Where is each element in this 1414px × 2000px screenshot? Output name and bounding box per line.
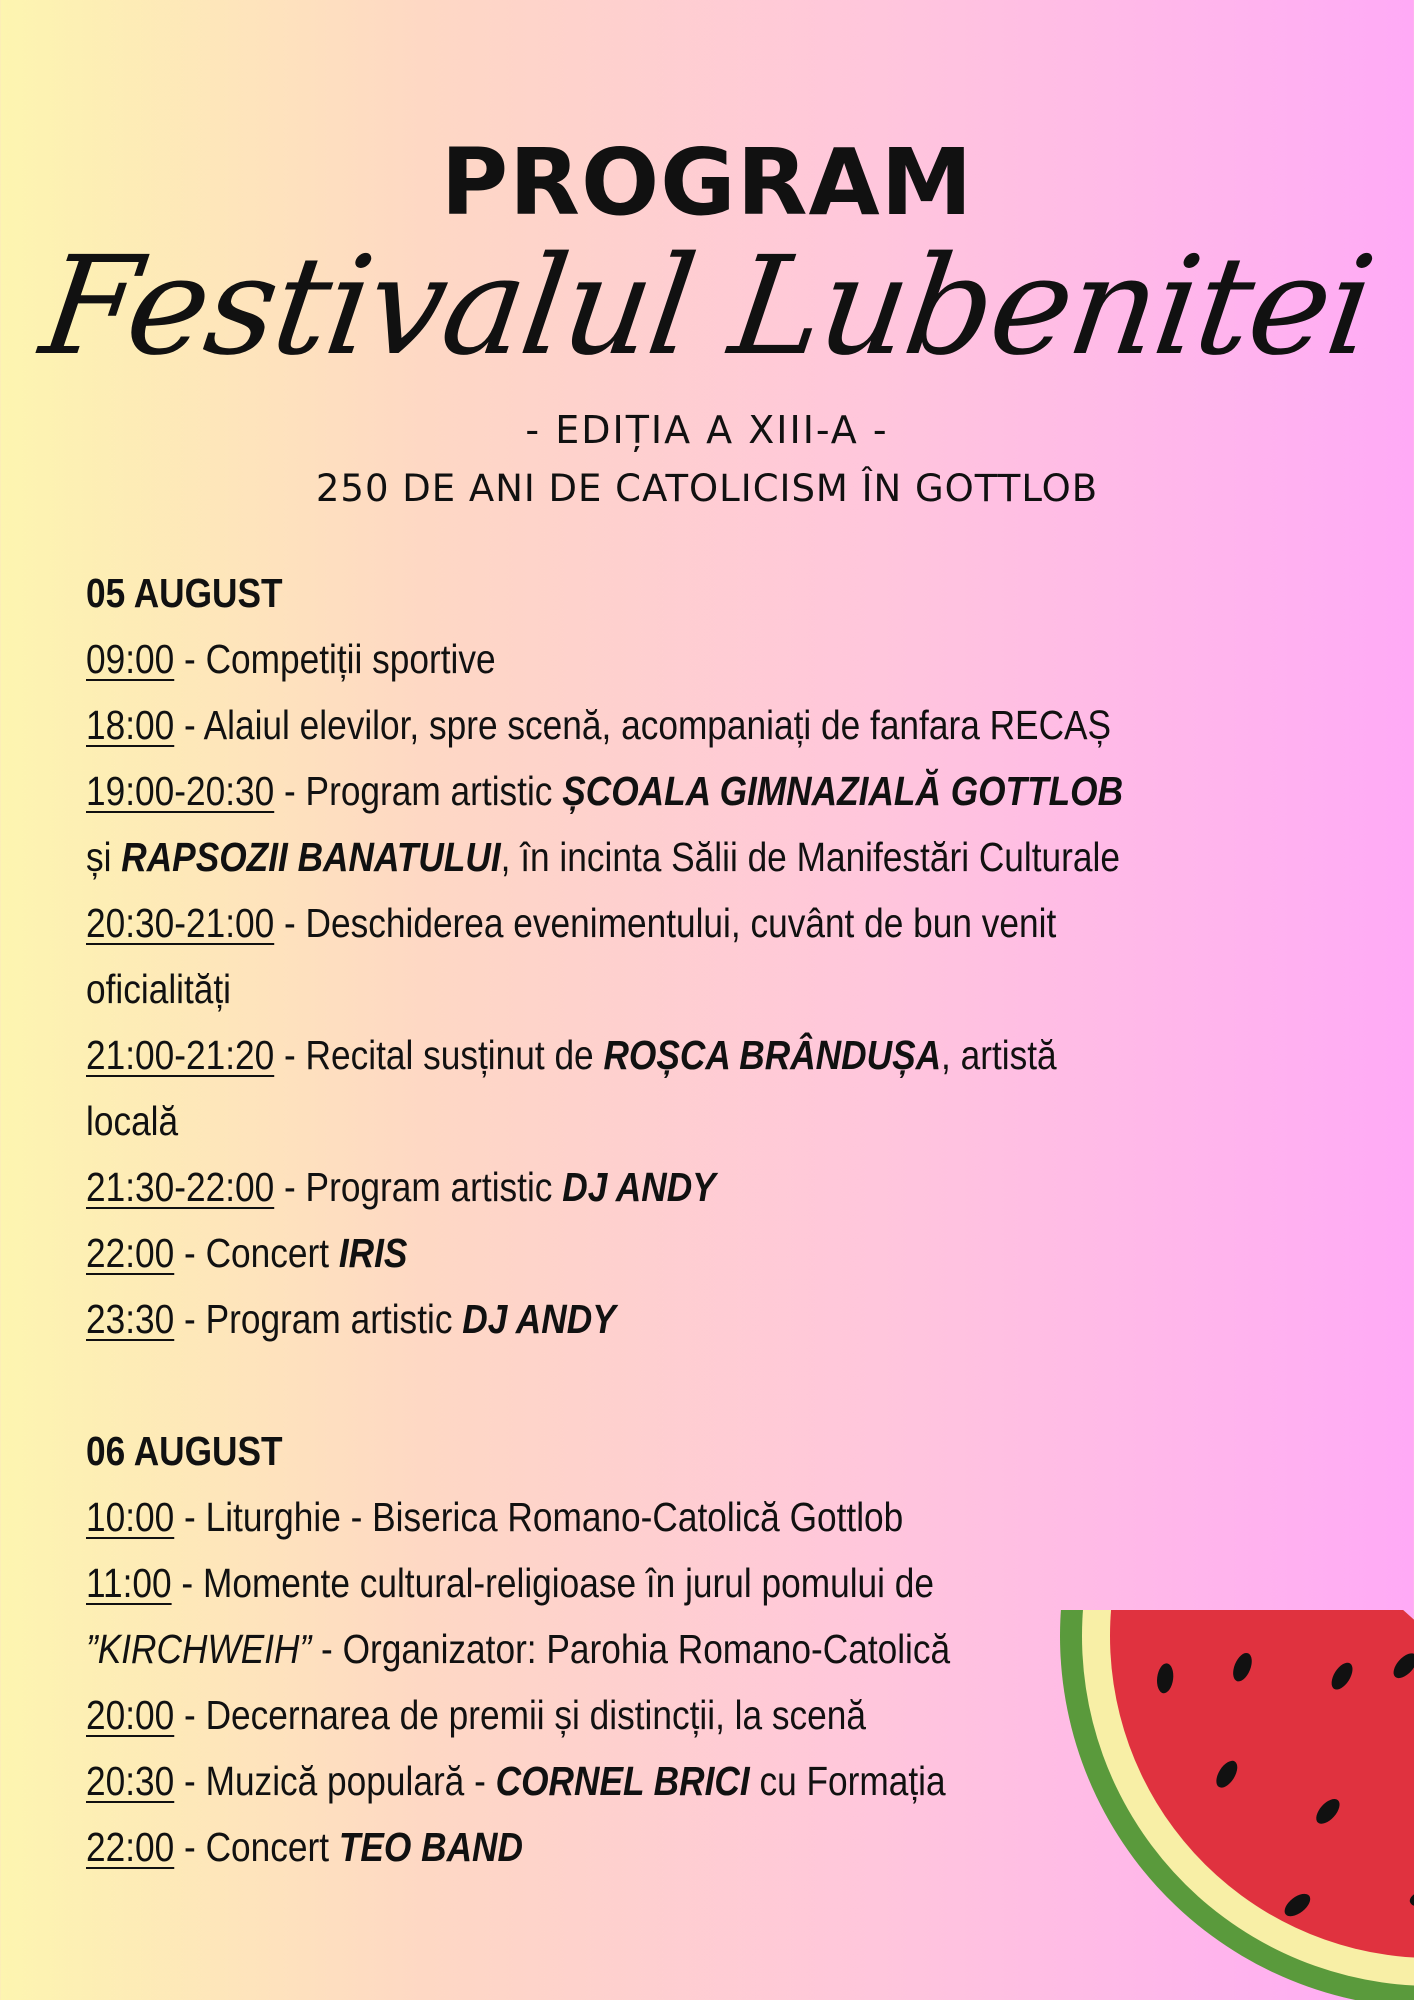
section-gap (86, 1352, 1170, 1418)
entry-time: 23:30 (86, 1296, 175, 1342)
entry-text: - Deschiderea evenimentului, cuvânt de bun venit (274, 900, 1057, 946)
day-title: 05 AUGUST (86, 570, 283, 616)
schedule-entry (86, 890, 1170, 956)
schedule-entry (86, 692, 1170, 758)
entry-text: - Recital susținut de (274, 1032, 604, 1078)
edition-label: - EDIȚIA A XIII-A - (525, 408, 889, 452)
entry-text: cu Formația (749, 1758, 946, 1804)
schedule-entry (86, 1550, 1170, 1616)
entry-time: 18:00 (86, 702, 175, 748)
entry-time: 20:30-21:00 (86, 900, 275, 946)
watermelon-slice-icon (950, 1610, 1414, 2000)
entry-text: - Program artistic (274, 768, 563, 814)
performer-name: ȘCOALA GIMNAZIALĂ GOTTLOB (562, 768, 1124, 814)
entry-text: , artistă (941, 1032, 1057, 1078)
schedule-entry (86, 1154, 1170, 1220)
entry-time: 22:00 (86, 1824, 175, 1870)
performer-name: DJ ANDY (562, 1164, 716, 1210)
entry-time: 19:00-20:30 (86, 768, 275, 814)
entry-text: - Alaiul elevilor, spre scenă, acompaniați de fanfara RECAȘ (174, 702, 1112, 748)
entry-text: - Decernarea de premii și distincții, la scenă (174, 1692, 867, 1738)
entry-text: , în incinta Sălii de Manifestări Culturale (500, 834, 1120, 880)
performer-name: IRIS (338, 1230, 408, 1276)
performer-name: RAPSOZII BANATULUI (121, 834, 501, 880)
performer-name: DJ ANDY (462, 1296, 616, 1342)
schedule-entry (86, 758, 1170, 824)
schedule-entry (86, 1286, 1170, 1352)
entry-text: - Program artistic (174, 1296, 463, 1342)
schedule-entry (86, 1484, 1170, 1550)
entry-time: 20:00 (86, 1692, 175, 1738)
entry-time: 22:00 (86, 1230, 175, 1276)
schedule-entry (86, 626, 1170, 692)
entry-time: 09:00 (86, 636, 175, 682)
entry-text: - Program artistic (274, 1164, 563, 1210)
entry-text: - Concert (174, 1230, 339, 1276)
event-name: ”KIRCHWEIH” (86, 1626, 312, 1672)
entry-time: 11:00 (86, 1560, 172, 1606)
entry-text: - Momente cultural-religioase în jurul pomului de (171, 1560, 934, 1606)
entry-text: - Organizator: Parohia Romano-Catolică (311, 1626, 951, 1672)
schedule-entry-continuation (86, 824, 1170, 890)
entry-text: - Muzică populară - (174, 1758, 496, 1804)
day-title: 06 AUGUST (86, 1428, 283, 1474)
entry-text: și (86, 834, 122, 880)
entry-time: 20:30 (86, 1758, 175, 1804)
performer-name: TEO BAND (338, 1824, 523, 1870)
schedule-entry-continuation: locală (86, 1098, 179, 1144)
schedule-entry (86, 1220, 1170, 1286)
entry-time: 21:00-21:20 (86, 1032, 275, 1078)
page-title: PROGRAM (440, 129, 974, 236)
entry-time: 10:00 (86, 1494, 175, 1540)
performer-name: CORNEL BRICI (495, 1758, 750, 1804)
entry-text: - Concert (174, 1824, 339, 1870)
entry-text: - Competiții sportive (174, 636, 496, 682)
subtitle: 250 DE ANI DE CATOLICISM ÎN GOTTLOB (315, 467, 1099, 510)
festival-name: Festivalul Lubenitei (32, 228, 1382, 386)
performer-name: ROȘCA BRÂNDUȘA (603, 1032, 942, 1078)
entry-time: 21:30-22:00 (86, 1164, 275, 1210)
schedule-entry-continuation: oficialități (86, 966, 232, 1012)
schedule-entry (86, 1022, 1170, 1088)
entry-text: - Liturghie - Biserica Romano-Catolică Gottlob (174, 1494, 904, 1540)
